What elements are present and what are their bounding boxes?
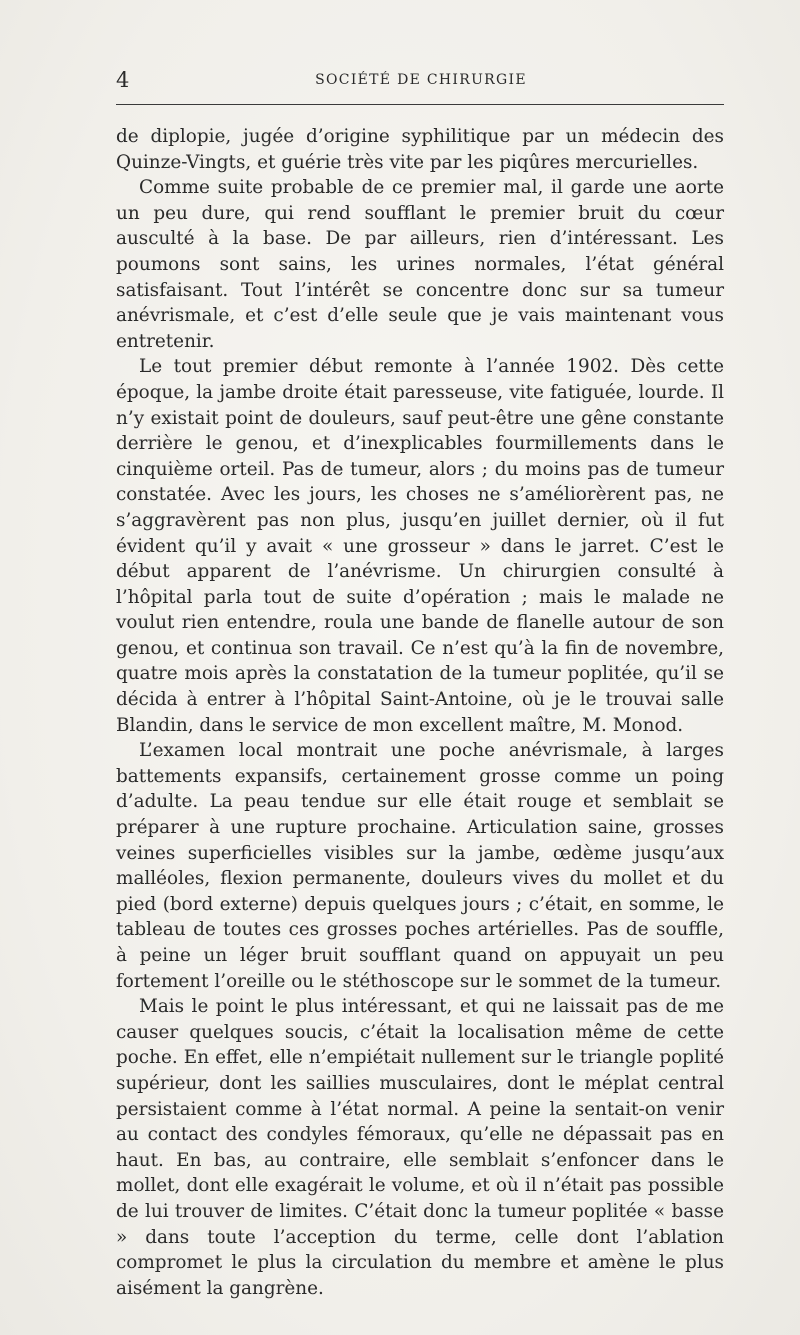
header-rule [116,104,724,105]
body-text [116,124,724,1301]
paragraph: Comme suite probable de ce premier mal, il garde une aorte un peu dure, qui rend soufflant le premier bruit du cœur ausculté à la base. De par ailleurs, rien d’intéressant. Les poumons sont sains, les urines normales, l’état général satisfaisant. Tout l’intérêt se concentre donc sur sa tumeur anévrismale, et c’est d’elle seule que je vais maintenant vous entretenir. [116,177,724,352]
paragraph: Mais le point le plus intéressant, et qui ne laissait pas de me causer quelques soucis, c’était la localisation même de cette poche. En effet, elle n’empiétait nullement sur le triangle poplité supérieur, dont les saillies musculaires, dont le méplat central persistaient comme à l’état normal. A peine la sentait-on venir au contact des condyles fémoraux, qu’elle ne dépassait pas en haut. En bas, au contraire, elle semblait s’enfoncer dans le mollet, dont elle exagérait le volume, et où il n’était pas possible de lui trouver de limites. C’était donc la tumeur poplitée « basse » dans toute l’acception du terme, celle dont l’ablation compromet le plus la circulation du membre et amène le plus aisément la gangrène. [116,996,724,1299]
running-title: SOCIÉTÉ DE CHIRURGIE [315,72,527,88]
page-number: 4 [116,68,130,92]
running-head [116,66,726,94]
paragraph: de diplopie, jugée d’origine syphilitique par un médecin des Quinze-Vingts, et guérie très vite par les piqûres mercurielles. [116,126,724,173]
paragraph: Le tout premier début remonte à l’année 1902. Dès cette époque, la jambe droite était paresseuse, vite fatiguée, lourde. Il n’y existait point de douleurs, sauf peut-être une gêne constante derrière le genou, et d’inexplicables fourmillements dans le cinquième orteil. Pas de tumeur, alors ; du moins pas de tumeur constatée. Avec les jours, les choses ne s’améliorèrent pas, ne s’aggravèrent pas non plus, jusqu’en juillet dernier, où il fut évident qu’il y avait « une grosseur » dans le jarret. C’est le début apparent de l’anévrisme. Un chirurgien consulté à l’hôpital parla tout de suite d’opération ; mais le malade ne voulut rien entendre, roula une bande de flanelle autour de son genou, et continua son travail. Ce n’est qu’à la fin de novembre, quatre mois après la constatation de la tumeur poplitée, qu’il se décida à entrer à l’hôpital Saint-Antoine, où je le trouvai salle Blandin, dans le service de mon excellent maître, M. Monod. [116,356,724,736]
paragraph: L’examen local montrait une poche anévrismale, à larges battements expansifs, certainement grosse comme un poing d’adulte. La peau tendue sur elle était rouge et semblait se préparer à une rupture prochaine. Articulation saine, grosses veines superficielles visibles sur la jambe, œdème jusqu’aux malléoles, flexion permanente, douleurs vives du mollet et du pied (bord externe) depuis quelques jours ; c’était, en somme, le tableau de toutes ces grosses poches artérielles. Pas de souffle, à peine un léger bruit soufflant quand on appuyait un peu fortement l’oreille ou le stéthoscope sur le sommet de la tumeur. [116,740,724,992]
